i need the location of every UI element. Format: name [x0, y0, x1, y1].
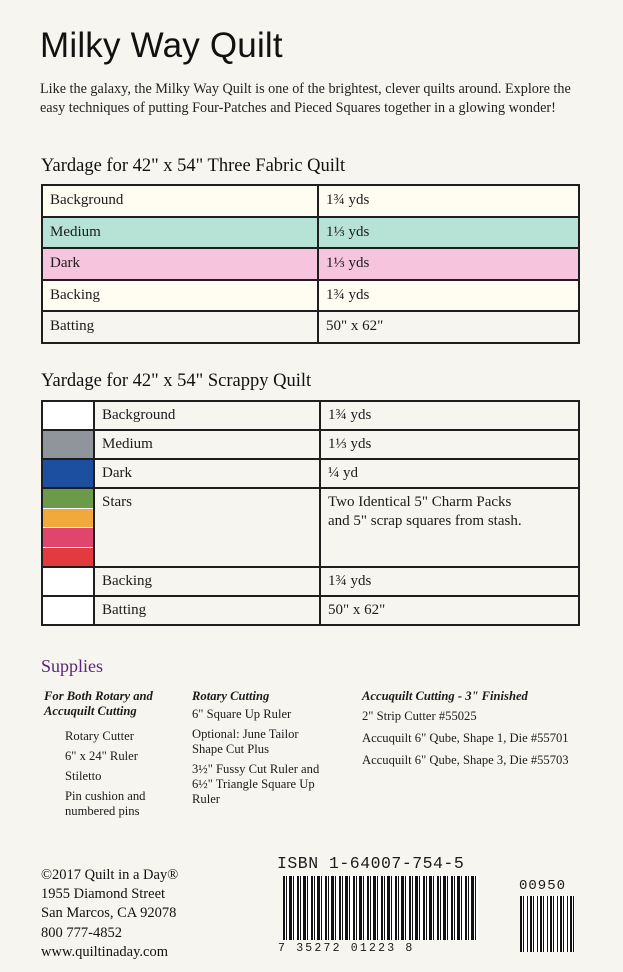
intro-paragraph: Like the galaxy, the Milky Way Quilt is one of the brightest, clever quilts around. Explore the easy techniques of putting Four-Patches and Pieced Squares together in a glowing wonder! — [40, 81, 571, 116]
list-item: Pin cushion and numbered pins — [65, 789, 146, 818]
row-label: Medium — [42, 217, 318, 249]
row-label: Batting — [42, 311, 318, 343]
list-item: Accuquilt 6" Qube, Shape 3, Die #55703 — [362, 753, 569, 767]
row-label: Dark — [42, 248, 318, 280]
swatch-pink — [43, 528, 93, 548]
row-value: 50" x 62" — [318, 311, 579, 343]
list-item: Optional: June Tailor Shape Cut Plus — [192, 727, 299, 756]
list-item: Stiletto — [65, 769, 102, 783]
list-item: 2" Strip Cutter #55025 — [362, 709, 477, 723]
table-row — [42, 248, 579, 280]
row-label: Backing — [94, 567, 320, 596]
scrappy-yardage-table — [41, 400, 580, 626]
row-label: Medium — [94, 430, 320, 459]
list-item: 6" x 24" Ruler — [65, 749, 138, 763]
city-state-zip: San Marcos, CA 92078 — [41, 905, 177, 922]
row-value: 1¾ yds — [318, 280, 579, 312]
row-label: Batting — [94, 596, 320, 625]
swatch-blue — [42, 459, 94, 488]
phone-number: 800 777-4852 — [41, 924, 122, 941]
row-label: Background — [42, 185, 318, 217]
street-address: 1955 Diamond Street — [41, 886, 166, 903]
row-value: 1⅓ yds — [318, 217, 579, 249]
column-heading — [44, 689, 184, 719]
row-value: 1¾ yds — [320, 401, 579, 430]
row-value: 1⅓ yds — [318, 248, 579, 280]
swatch-empty — [42, 596, 94, 625]
table-row — [42, 596, 579, 625]
page-title: Milky Way Quilt — [40, 26, 283, 65]
three-fabric-yardage-table — [41, 184, 580, 344]
supplies-column-both — [44, 689, 184, 824]
swatch-red — [43, 548, 93, 567]
row-value-line: Two Identical 5" Charm Packs — [328, 494, 512, 510]
table-row — [42, 567, 579, 596]
copyright: ©2017 Quilt in a Day® — [41, 867, 179, 883]
isbn-label: ISBN 1-64007-754-5 — [277, 854, 465, 873]
table-row — [42, 311, 579, 343]
table-row — [42, 401, 579, 430]
row-value-line: and 5" scrap squares from stash. — [328, 513, 522, 529]
swatch-empty — [42, 401, 94, 430]
row-value: 1⅓ yds — [320, 430, 579, 459]
swatch-green — [43, 489, 93, 509]
row-value: 1¾ yds — [320, 567, 579, 596]
list-item: Rotary Cutter — [65, 729, 134, 743]
isbn-barcode — [283, 876, 478, 940]
list-item: 3½" Fussy Cut Ruler and 6½" Triangle Square Up Ruler — [192, 762, 320, 806]
website-link: www.quiltinaday.com — [41, 943, 168, 960]
table-row — [42, 459, 579, 488]
three-fabric-heading: Yardage for 42" x 54" Three Fabric Quilt — [41, 156, 346, 176]
supplies-heading: Supplies — [41, 656, 104, 676]
table-row — [42, 280, 579, 312]
table-row — [42, 488, 579, 567]
swatch-orange — [43, 509, 93, 529]
row-label: Backing — [42, 280, 318, 312]
row-label: Stars — [94, 488, 320, 567]
column-heading: Accuquilt Cutting - 3" Finished — [362, 689, 528, 703]
publisher-address — [41, 866, 178, 962]
row-value — [320, 488, 579, 567]
barcode-number: 7 35272 01223 8 — [278, 942, 415, 955]
row-value: ¼ yd — [320, 459, 579, 488]
swatch-stars — [42, 488, 94, 567]
row-value: 50" x 62" — [320, 596, 579, 625]
table-row — [42, 185, 579, 217]
table-row — [42, 430, 579, 459]
table-row — [42, 217, 579, 249]
row-value: 1¾ yds — [318, 185, 579, 217]
supplies-column-rotary — [192, 689, 342, 812]
column-heading-line: Accuquilt Cutting — [44, 704, 137, 718]
price-barcode — [520, 896, 575, 952]
row-label: Background — [94, 401, 320, 430]
scrappy-heading: Yardage for 42" x 54" Scrappy Quilt — [41, 371, 312, 391]
list-item: 6" Square Up Ruler — [192, 707, 292, 721]
column-heading-line: For Both Rotary and — [44, 689, 153, 703]
price-code: 00950 — [519, 878, 567, 894]
supplies-column-accuquilt — [362, 689, 612, 773]
swatch-empty — [42, 567, 94, 596]
column-heading: Rotary Cutting — [192, 689, 270, 703]
list-item: Accuquilt 6" Qube, Shape 1, Die #55701 — [362, 731, 569, 745]
swatch-gray — [42, 430, 94, 459]
row-label: Dark — [94, 459, 320, 488]
